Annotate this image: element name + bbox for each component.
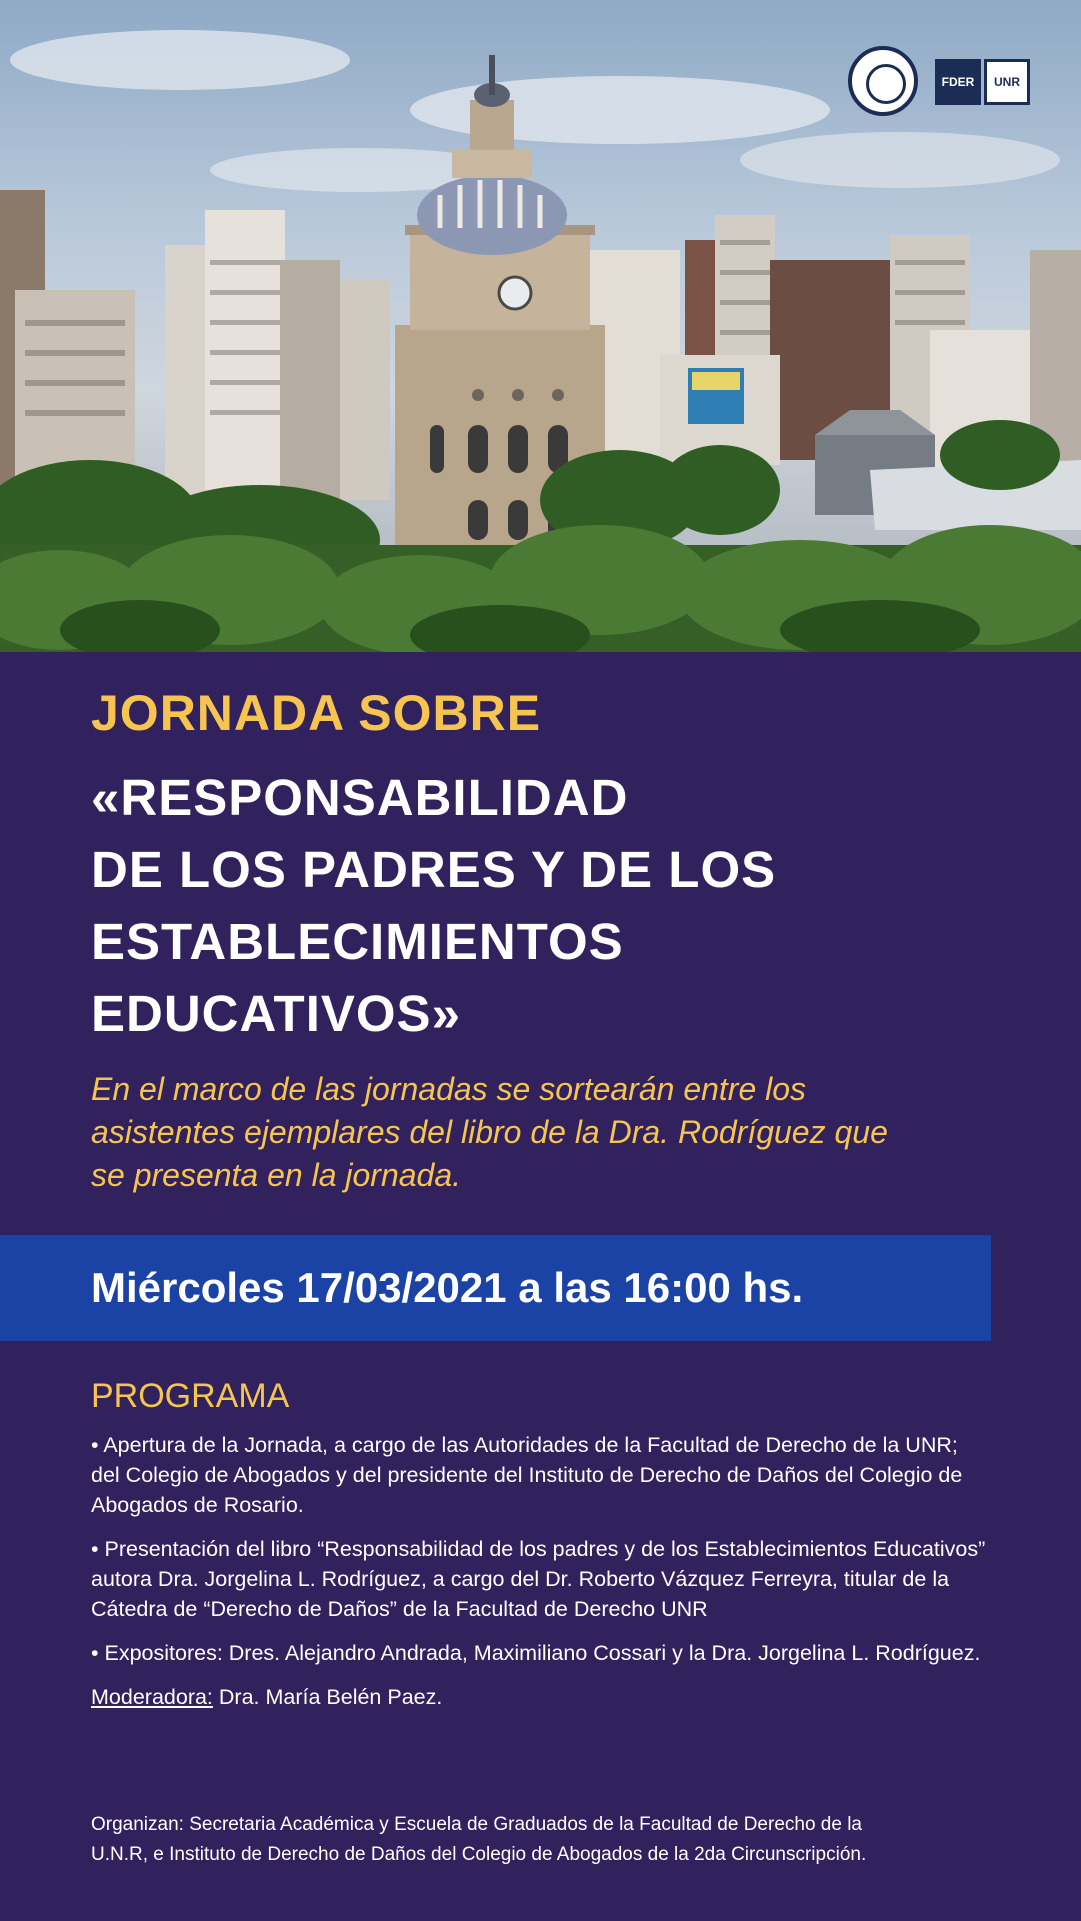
moderator-name: Dra. María Belén Paez. <box>212 1685 443 1709</box>
program-item: • Presentación del libro “Responsabilidad de los padres y de los Establecimientos Educativos” autora Dra. Jorgelina L. Rodríguez, a cargo del Dr. Roberto Vázquez Ferreyra, titular de la Cátedra de “Derecho de Daños” de la Facultad de Derecho UNR <box>91 1537 986 1621</box>
hero-city-photo <box>0 0 1081 652</box>
program-heading: PROGRAMA <box>91 1377 290 1415</box>
event-title-line: EDUCATIVOS» <box>91 985 461 1042</box>
unr-seal-logo <box>848 46 918 116</box>
organizers-line: Organizan: Secretaria Académica y Escuela de Graduados de la Facultad de Derecho de la <box>91 1814 863 1835</box>
program-list <box>91 1430 991 1726</box>
event-title-line: DE LOS PADRES Y DE LOS <box>91 841 777 898</box>
organizers-line: U.N.R, e Instituto de Derecho de Daños del Colegio de Abogados de la 2da Circunscripción. <box>91 1844 867 1865</box>
raffle-notice-line: asistentes ejemplares del libro de la Dra. Rodríguez que <box>91 1114 888 1150</box>
event-kicker: JORNADA SOBRE <box>91 685 542 741</box>
raffle-notice-line: se presenta en la jornada. <box>91 1157 462 1193</box>
fder-logo: FDER <box>935 59 981 105</box>
city-skyline-illustration <box>0 0 1081 652</box>
raffle-notice <box>91 1068 971 1197</box>
organizers-note <box>91 1810 1011 1870</box>
event-title-line: ESTABLECIMIENTOS <box>91 913 624 970</box>
raffle-notice-line: En el marco de las jornadas se sortearán entre los <box>91 1071 807 1107</box>
moderator-line <box>91 1682 991 1712</box>
moderator-label: Moderadora: <box>91 1685 213 1709</box>
event-title <box>91 762 991 1050</box>
program-item: • Expositores: Dres. Alejandro Andrada, Maximiliano Cossari y la Dra. Jorgelina L. Rodríguez. <box>91 1641 981 1665</box>
unr-logo: UNR <box>984 59 1030 105</box>
program-item: • Apertura de la Jornada, a cargo de las Autoridades de la Facultad de Derecho de la UNR; del Colegio de Abogados y del presidente del Instituto de Derecho de Daños del Colegio de Abogados de Rosario. <box>91 1433 963 1517</box>
event-date: Miércoles 17/03/2021 a las 16:00 hs. <box>91 1264 804 1311</box>
event-title-line: «RESPONSABILIDAD <box>91 769 629 826</box>
